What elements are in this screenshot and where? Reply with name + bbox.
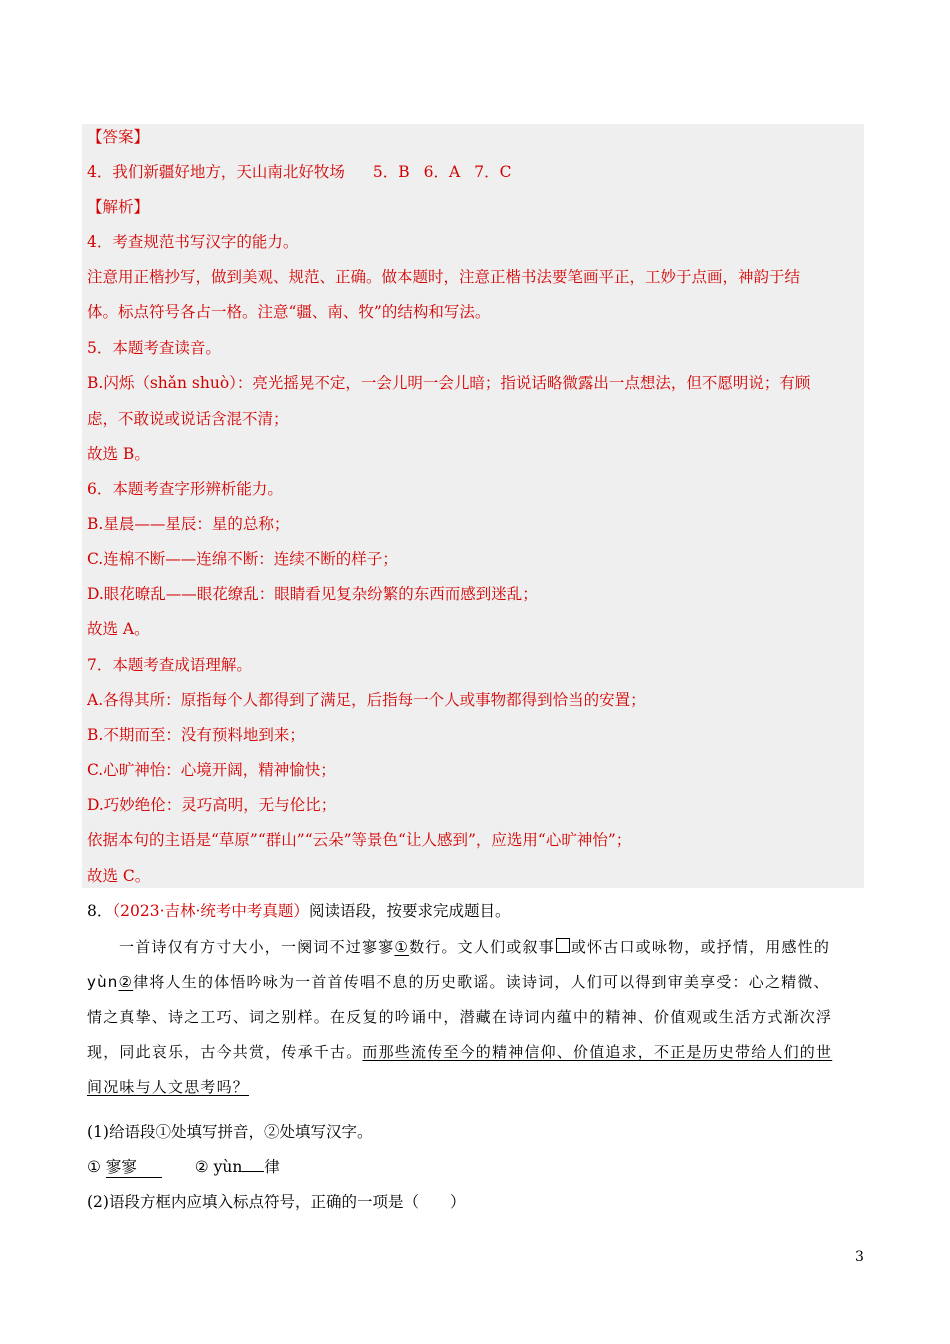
sub-question-2: (2)语段方框内应填入标点符号，正确的一项是（ ） [87, 1193, 466, 1211]
sub-question-1-answer: ① 寥寥 ② yùn 律 [87, 1158, 280, 1176]
q6-line-1: B.星晨——星辰：星的总称； [87, 515, 290, 533]
answer-line [87, 162, 511, 182]
q6-line-4: 故选 A。 [87, 620, 150, 638]
analysis-label: 【解析】 [87, 198, 150, 216]
passage-line-4: 现，同此哀乐，古今共赏，传承千古。而那些流传至今的精神信仰、价值追求，不正是历史带给人们的世 [87, 1043, 833, 1061]
q7-line-5: 依据本句的主语是“草原”“群山”“云朵”等景色“让人感到”，应选用“心旷神怡”； [87, 831, 632, 849]
q7-line-4: D.巧妙绝伦：灵巧高明，无与伦比； [87, 796, 337, 814]
answer-7: 7．C [474, 163, 512, 181]
sub-question-1: (1)给语段①处填写拼音，②处填写汉字。 [87, 1123, 373, 1141]
q7-title: 7．本题考查成语理解。 [87, 656, 252, 674]
question8-heading [87, 901, 510, 921]
blank-mark-2: ② [118, 973, 134, 991]
passage-line-3: 情之真挚、诗之工巧、词之别样。在反复的吟诵中，潜藏在诗词内蕴中的精神、价值观或生活方式渐次浮 [87, 1008, 833, 1026]
q7-line-2: B.不期而至：没有预料地到来； [87, 726, 305, 744]
answer-blank-1: 寥寥 [106, 1157, 162, 1178]
q5-line-1: B.闪烁（shǎn shuò）：亮光摇晃不定，一会儿明一会儿暗；指说话略微露出一点想法，但不愿明说；有顾 [87, 374, 811, 392]
answer-4: 4．我们新疆好地方，天山南北好牧场 [87, 163, 345, 181]
answer-blank-2 [242, 1171, 264, 1172]
q7-line-3: C.心旷神怡：心境开阔，精神愉快； [87, 761, 336, 779]
q4-title: 4．考查规范书写汉字的能力。 [87, 233, 299, 251]
underlined-sentence-part-2: 间况味与人文思考吗？ [87, 1078, 250, 1096]
answer-6: 6．A [423, 163, 461, 181]
passage-line-2: yùn②律将人生的体悟吟咏为一首首传唱不息的历史歌谣。读诗词，人们可以得到审美享受：心之精微、 [87, 973, 830, 991]
passage-line-5 [87, 1077, 249, 1097]
q6-title: 6．本题考查字形辨析能力。 [87, 480, 283, 498]
passage-line-1: 一首诗仅有方寸大小，一阕词不过寥寥①数行。文人们或叙事 或怀古口或咏物，或抒情，用感性的 [119, 938, 831, 956]
q5-title: 5．本题考查读音。 [87, 339, 221, 357]
q7-line-1: A.各得其所：原指每个人都得到了满足，后指每一个人或事物都得到恰当的安置； [87, 691, 646, 709]
q6-line-3: D.眼花暸乱——眼花缭乱：眼睛看见复杂纷繁的东西而感到迷乱； [87, 585, 538, 603]
question8-number: 8． [87, 902, 113, 920]
q7-line-6: 故选 C。 [87, 867, 151, 885]
answer-5: 5．B [372, 163, 410, 181]
q5-line-3: 故选 B。 [87, 445, 150, 463]
page-number: 3 [855, 1249, 864, 1265]
answer-label: 【答案】 [87, 128, 150, 146]
q5-line-2: 虑，不敢说或说话含混不清； [87, 410, 289, 428]
q4-line-1: 注意用正楷抄写，做到美观、规范、正确。做本题时，注意正楷书法要笔画平正，工妙于点画，神韵于结 [87, 268, 801, 286]
question8-source: （2023·吉林·统考中考真题） [112, 902, 309, 920]
q4-line-2: 体。标点符号各占一格。注意“疆、南、牧”的结构和写法。 [87, 303, 491, 321]
q6-line-2: C.连棉不断——连绵不断：连续不断的样子； [87, 550, 398, 568]
underlined-sentence-part-1: 而那些流传至今的精神信仰、价值追求，不正是历史带给人们的世 [362, 1043, 833, 1061]
question8-instruction: 阅读语段，按要求完成题目。 [308, 902, 511, 920]
punctuation-box [556, 938, 570, 953]
blank-mark-1: ① [394, 938, 410, 956]
